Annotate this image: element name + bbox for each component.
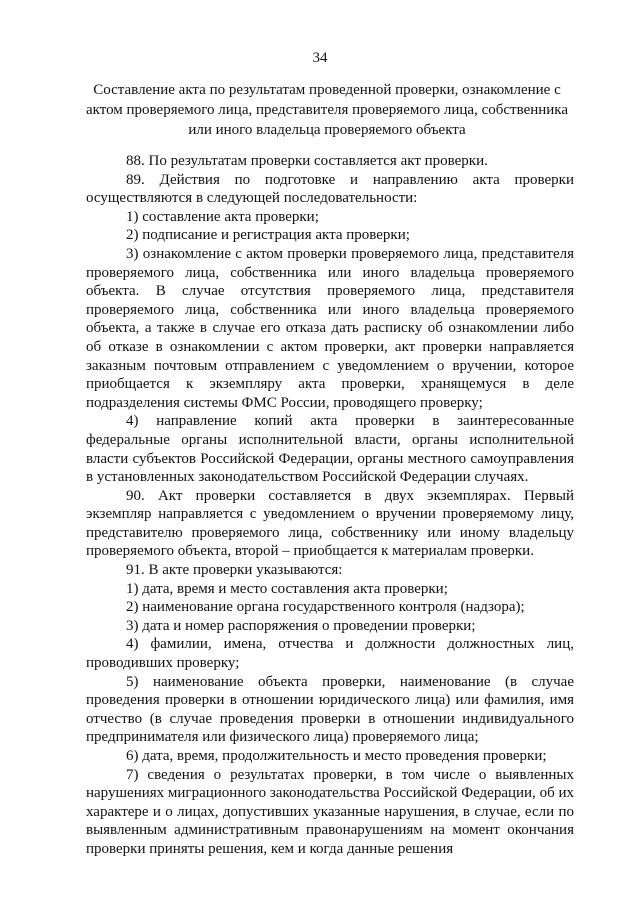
paragraph-89-item-4: 4) направление копий акта проверки в заинтересованные федеральные органы исполнительной власти, органы исполнительной власти субъектов Российской Федерации, органы местного самоуправления в установленных законодательством Российской Федерации случаях. bbox=[86, 413, 574, 486]
section-heading: Составление акта по результатам проведенной проверки, ознакомление с актом проверяемого лица, представителя проверяемого лица, собственника или иного владельца проверяемого объекта bbox=[85, 82, 569, 138]
paragraph-89-item-1: 1) составление акта проверки; bbox=[126, 208, 319, 225]
paragraph-91: 91. В акте проверки указываются: bbox=[126, 562, 343, 579]
body-text bbox=[86, 152, 574, 859]
paragraph-91-item-1: 1) дата, время и место составления акта проверки; bbox=[126, 580, 448, 597]
paragraph-91-item-4: 4) фамилии, имена, отчества и должности должностных лиц, проводивших проверку; bbox=[86, 636, 574, 672]
page-number: 34 bbox=[312, 50, 328, 66]
paragraph-89-item-3: 3) ознакомление с актом проверки проверяемого лица, представителя проверяемого лица, собственника или иного владельца проверяемого объекта. В случае отсутствия проверяемого лица, представителя проверяемого лица, собственника или иного владельца проверяемого объекта, а также в случае его отказа дать расписку об ознакомлении либо об отказе в ознакомлении с актом проверки, акт проверки направляется заказным почтовым отправлением с уведомлением о вручении, которое приобщается к экземпляру акта проверки, хранящемуся в деле подразделения системы ФМС России, проводящего проверку; bbox=[86, 245, 574, 411]
paragraph-91-item-3: 3) дата и номер распоряжения о проведении проверки; bbox=[126, 617, 476, 634]
paragraph-91-item-5: 5) наименование объекта проверки, наименование (в случае проведения проверки в отношении юридического лица) или фамилия, имя отчество (в случае проведения проверки в отношении индивидуального предпринимателя или физического лица) проверяемого лица; bbox=[86, 673, 574, 746]
paragraph-89-item-2: 2) подписание и регистрация акта проверки; bbox=[126, 227, 410, 244]
paragraph-91-item-6: 6) дата, время, продолжительность и место проведения проверки; bbox=[126, 748, 547, 764]
paragraph-91-item-7: 7) сведения о результатах проверки, в том числе о выявленных нарушениях миграционного законодательства Российской Федерации, об их характере и о лицах, допустивших указанные нарушения, в случае, если по выявленным административным правонарушениям на момент окончания проверки приняты решения, кем и когда данные решения bbox=[86, 766, 574, 857]
paragraph-90: 90. Акт проверки составляется в двух экземплярах. Первый экземпляр направляется с уведомлением о вручении проверяемому лицу, представителю проверяемого лица, собственнику или иному владельцу проверяемого объекта, второй – приобщается к материалам проверки. bbox=[86, 487, 574, 560]
paragraph-91-item-2: 2) наименование органа государственного контроля (надзора); bbox=[126, 599, 525, 616]
paragraph-88: 88. По результатам проверки составляется акт проверки. bbox=[126, 153, 488, 169]
paragraph-89: 89. Действия по подготовке и направлению акта проверки осуществляются в следующей последовательности: bbox=[86, 171, 574, 207]
